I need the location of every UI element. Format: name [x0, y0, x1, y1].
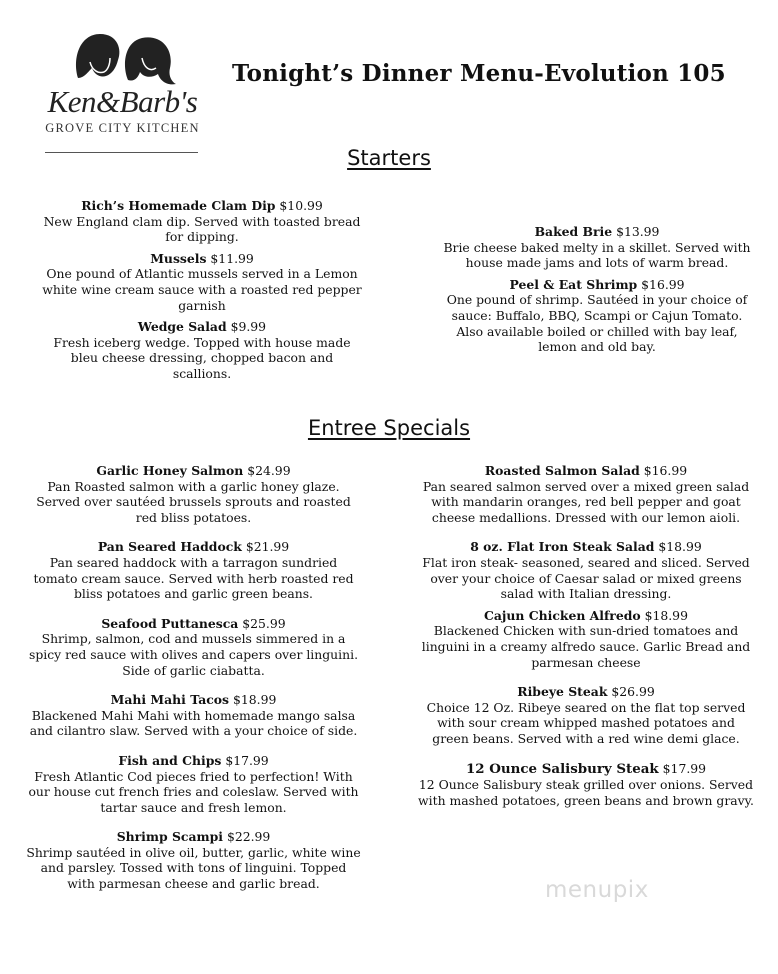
logo-subtitle: GROVE CITY KITCHEN: [45, 121, 200, 135]
item-price: $9.99: [230, 319, 267, 335]
menu-item: [442, 277, 752, 355]
item-name: Baked Brie: [534, 224, 613, 239]
item-description: One pound of Atlantic mussels served in a Lemon white wine cream sauce with a roasted red pepper garnish: [42, 266, 362, 313]
starters-left-column: [42, 198, 362, 382]
menu-item: [42, 198, 362, 245]
item-price: $17.99: [662, 760, 707, 776]
menu-item: [442, 224, 752, 271]
menu-item: [26, 753, 361, 815]
couple-portrait-icon: [70, 28, 180, 88]
item-price: $24.99: [247, 463, 291, 478]
menu-item: [42, 319, 362, 381]
item-description: One pound of shrimp. Sautéed in your choice of sauce: Buffalo, BBQ, Scampi or Cajun Tomato. Also available boiled or chilled with bay leaf, lemon and old bay.: [446, 292, 748, 355]
item-description: Pan seared haddock with a tarragon sundried tomato cream sauce. Served with herb roasted red bliss potatoes and garlic green beans.: [33, 554, 354, 602]
item-description: Fresh iceberg wedge. Topped with house made bleu cheese dressing, chopped bacon and scallions.: [53, 334, 351, 381]
item-price: $16.99: [643, 463, 688, 478]
item-description: Blackened Mahi Mahi with homemade mango salsa and cilantro slaw. Served with a your choice of side.: [29, 707, 358, 739]
menupix-watermark: menupix: [545, 877, 649, 903]
item-price: $10.99: [279, 198, 323, 213]
item-name: Cajun Chicken Alfredo: [484, 607, 641, 623]
item-description: Shrimp, salmon, cod and mussels simmered in a spicy red sauce with olives and capers over linguini. Side of garlic ciabatta.: [28, 631, 359, 678]
entrees-left-column: [26, 463, 361, 892]
item-name: Fish and Chips: [118, 752, 222, 768]
item-name: Ribeye Steak: [517, 684, 608, 700]
item-description: Shrimp sautéed in olive oil, butter, garlic, white wine and parsley. Tossed with tons of linguini. Topped with parmesan cheese and garlic bread.: [26, 844, 361, 892]
item-name: 8 oz. Flat Iron Steak Salad: [470, 539, 655, 555]
item-description: Brie cheese baked melty in a skillet. Served with house made jams and lots of warm bread.: [443, 239, 751, 271]
item-description: Fresh Atlantic Cod pieces fried to perfection! With our house cut french fries and coleslaw. Served with tartar sauce and fresh lemon.: [28, 768, 359, 815]
item-description: Blackened Chicken with sun-dried tomatoes and linguini in a creamy alfredo sauce. Garlic Bread and parmesan cheese: [421, 623, 751, 670]
menu-item: [418, 684, 754, 746]
item-name: 12 Ounce Salisbury Steak: [465, 760, 659, 777]
menu-item: [26, 616, 361, 678]
item-price: $18.99: [233, 692, 277, 708]
item-name: Seafood Puttanesca: [101, 615, 239, 631]
menu-item: [26, 829, 361, 891]
item-price: $17.99: [225, 752, 269, 768]
entrees-heading: Entree Specials: [307, 416, 471, 440]
page-title: Tonight’s Dinner Menu-Evolution 105: [232, 60, 726, 87]
menu-item: [418, 539, 754, 601]
item-name: Mahi Mahi Tacos: [110, 692, 230, 708]
item-description: Flat iron steak- seasoned, seared and sliced. Served over your choice of Caesar salad or mixed greens salad with Italian dressing.: [422, 554, 750, 602]
item-price: $11.99: [210, 250, 254, 266]
item-price: $16.99: [641, 276, 685, 292]
starters-right-column: [442, 224, 752, 355]
item-price: $21.99: [245, 539, 290, 555]
item-description: Pan Roasted salmon with a garlic honey glaze. Served over sautéed brussels sprouts and roasted red bliss potatoes.: [36, 478, 351, 525]
menu-item: [418, 761, 754, 809]
menu-item: [26, 692, 361, 739]
item-name: Pan Seared Haddock: [97, 539, 242, 555]
item-price: $18.99: [658, 539, 702, 555]
item-name: Rich’s Homemade Clam Dip: [81, 198, 276, 213]
item-name: Mussels: [150, 250, 207, 266]
logo-wordmark: Ken&Barb's: [47, 84, 198, 119]
item-description: New England clam dip. Served with toasted bread for dipping.: [43, 213, 361, 245]
menu-item: [418, 463, 754, 525]
item-price: $25.99: [242, 615, 286, 631]
item-price: $26.99: [611, 684, 655, 700]
item-name: Garlic Honey Salmon: [96, 463, 244, 478]
entrees-right-column: [418, 463, 754, 808]
item-name: Roasted Salmon Salad: [484, 463, 640, 478]
item-price: $22.99: [226, 829, 271, 845]
starters-heading: Starters: [347, 146, 431, 170]
item-price: $13.99: [616, 224, 660, 239]
item-name: Shrimp Scampi: [116, 829, 223, 845]
menu-item: [26, 463, 361, 525]
item-name: Wedge Salad: [137, 319, 227, 335]
menu-item: [26, 539, 361, 601]
menu-item: [418, 608, 754, 670]
item-name: Peel & Eat Shrimp: [509, 276, 638, 292]
menu-item: [42, 251, 362, 313]
restaurant-logo: [40, 28, 205, 133]
item-description: Choice 12 Oz. Ribeye seared on the flat top served with sour cream whipped mashed potatoes and green beans. Served with a red wine demi glace.: [426, 699, 746, 746]
item-description: 12 Ounce Salisbury steak grilled over onions. Served with mashed potatoes, green beans and brown gravy.: [418, 777, 754, 808]
item-description: Pan seared salmon served over a mixed green salad with mandarin oranges, red bell pepper and goat cheese medallions. Dressed with our lemon aioli.: [422, 478, 750, 525]
item-price: $18.99: [644, 607, 688, 623]
